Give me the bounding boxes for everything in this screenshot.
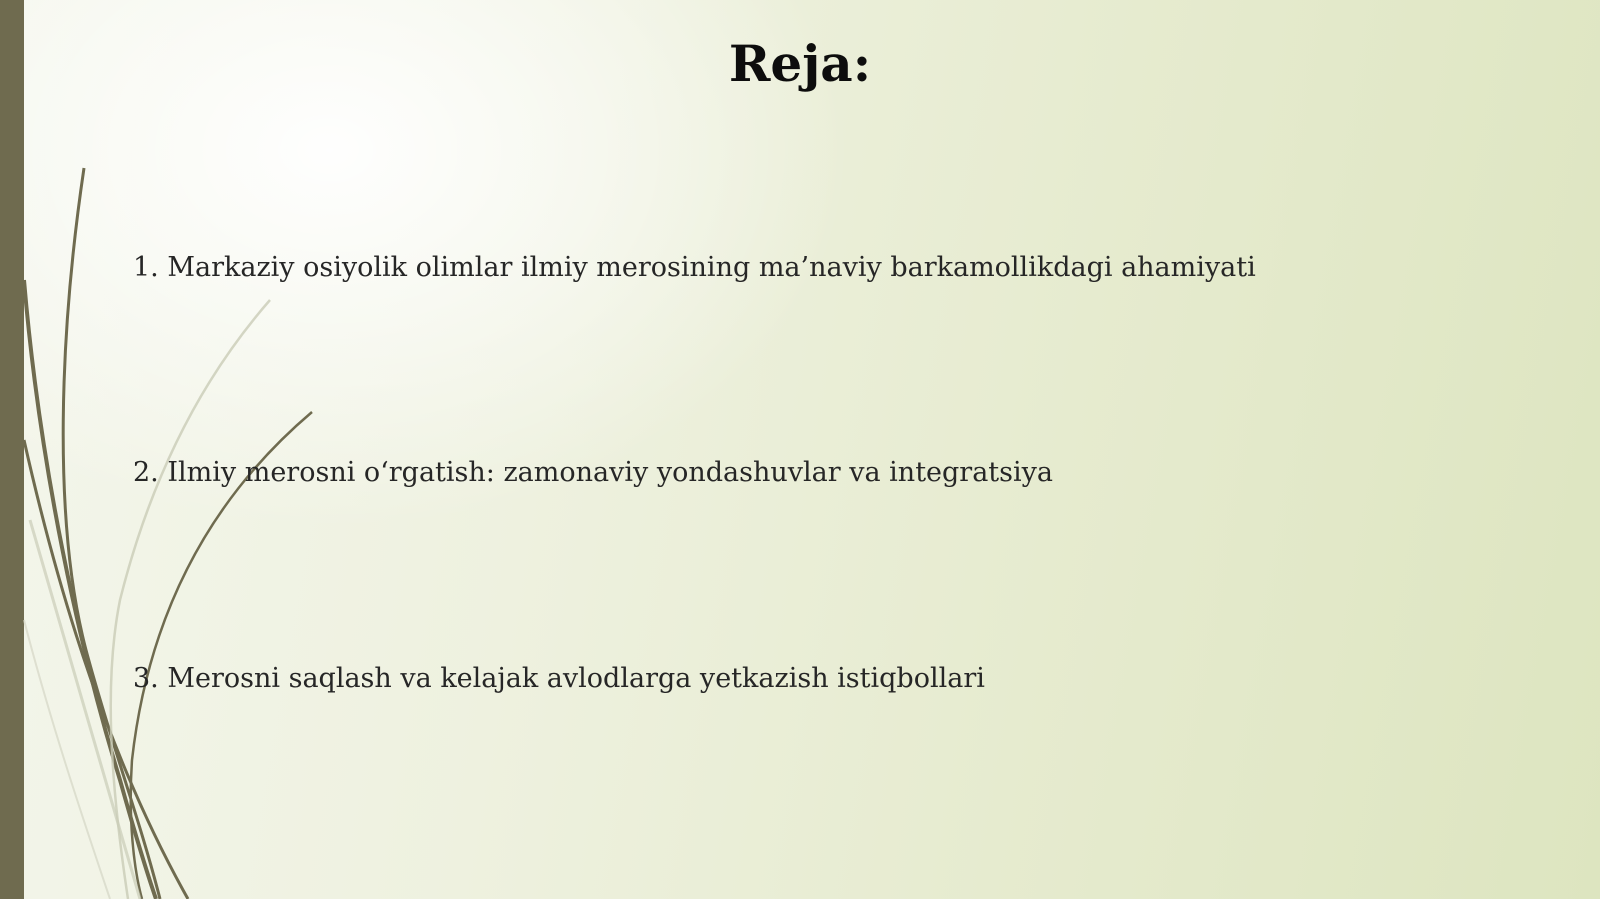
plan-item-2: 2. Ilmiy merosni o‘rgatish: zamonaviy yondashuvlar va integratsiya [133, 457, 1054, 488]
slide-title: Reja: [728, 34, 872, 93]
plan-item-1: 1. Markaziy osiyolik olimlar ilmiy merosining ma’naviy barkamollikdagi ahamiyati [133, 252, 1256, 283]
grass-decoration [0, 0, 360, 899]
left-accent-bar [0, 0, 24, 899]
plan-item-3: 3. Merosni saqlash va kelajak avlodlarga yetkazish istiqbollari [133, 663, 985, 694]
